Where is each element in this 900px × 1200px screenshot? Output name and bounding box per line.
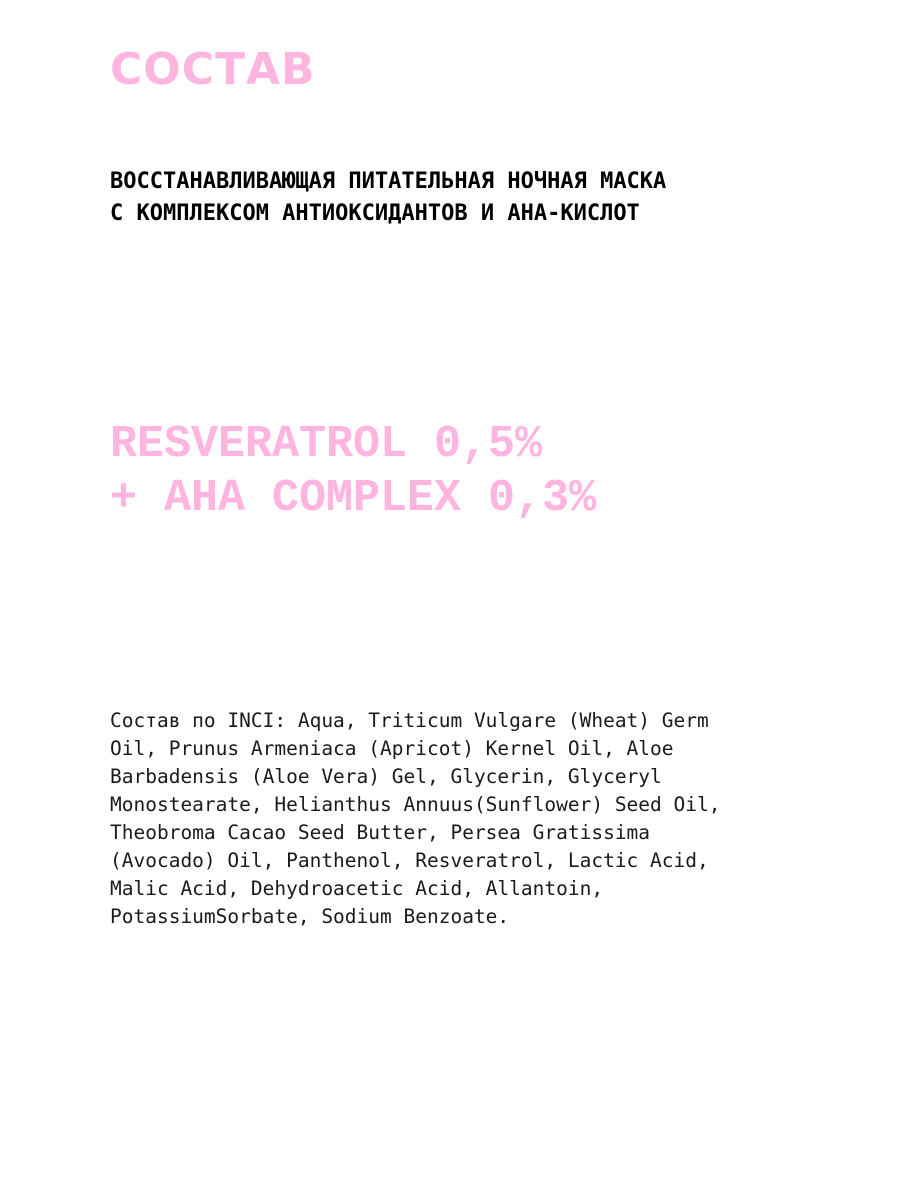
inci-line: (Avocado) Oil, Panthenol, Resveratrol, Lactic Acid,	[110, 849, 709, 872]
inci-ingredient-list	[110, 707, 850, 931]
inci-line: PotassiumSorbate, Sodium Benzoate.	[110, 905, 510, 928]
inci-line: Состав по INCI: Aqua, Triticum Vulgare (Wheat) Germ	[110, 709, 709, 732]
inci-line: Monostearate, Helianthus Annuus(Sunflower) Seed Oil,	[110, 793, 721, 816]
inci-line: Theobroma Cacao Seed Butter, Persea Gratissima	[110, 821, 651, 844]
active-ingredients	[110, 418, 596, 526]
product-name	[110, 166, 830, 230]
active-ingredient-line-1: RESVERATROL 0,5%	[110, 419, 543, 470]
active-ingredient-line-2: + AHA COMPLEX 0,3%	[110, 473, 597, 524]
inci-line: Barbadensis (Aloe Vera) Gel, Glycerin, Glyceryl	[110, 765, 662, 788]
product-name-line-1: ВОССТАНАВЛИВАЮЩАЯ ПИТАТЕЛЬНАЯ НОЧНАЯ МАСКА	[110, 169, 667, 194]
page-title: СОСТАВ	[110, 44, 316, 95]
inci-line: Oil, Prunus Armeniaca (Apricot) Kernel Oil, Aloe	[110, 737, 674, 760]
product-name-line-2: С КОМПЛЕКСОМ АНТИОКСИДАНТОВ И АНА-КИСЛОТ	[110, 201, 640, 226]
inci-line: Malic Acid, Dehydroacetic Acid, Allantoin,	[110, 877, 604, 900]
